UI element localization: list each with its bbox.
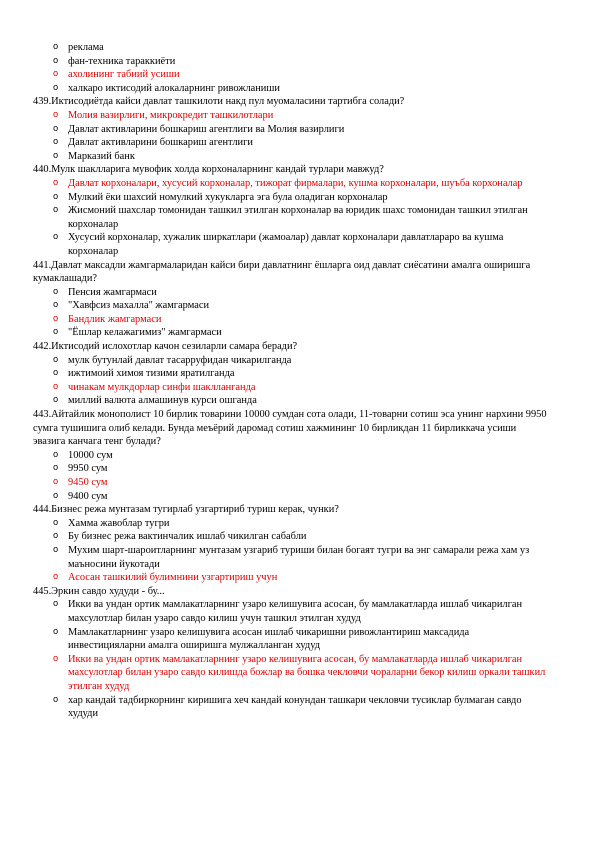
question-text: 441.Давлат максадли жамгармаларидан кайси бири давлатнинг ёшларга оид давлат сиёсатини амалга оширишга кумаклашади? <box>33 259 531 285</box>
answer-option-text: хар кандай тадбиркорнинг киришига хеч кандай конундан ташкари чекловчи тусиклар булмаган савдо худуди <box>68 694 522 720</box>
answer-option <box>33 490 547 504</box>
answer-option-correct <box>33 109 547 123</box>
answer-option-text: Асосан ташкилий булимнини узгартириш учун <box>68 572 278 584</box>
answer-option <box>33 394 547 408</box>
answer-option-text: Мухим шарт-шароитларнинг мунтазам узгариб туриши билан богаят тугри ва энг самарали режа хам уз маъносини йукотади <box>68 544 530 570</box>
bullet-icon: o <box>53 137 59 148</box>
answer-option-text: реклама <box>68 42 104 53</box>
answer-option-text: Бу бизнес режа вактинчалик ишлаб чикилган сабабли <box>68 531 307 543</box>
bullet-icon: o <box>53 477 59 487</box>
answer-option <box>33 367 547 381</box>
answer-option <box>33 598 547 625</box>
answer-option-text: миллий валюта алмашинув курси ошганда <box>68 395 257 407</box>
answer-option <box>33 517 547 531</box>
bullet-icon: o <box>53 368 59 379</box>
answer-option <box>33 123 547 137</box>
answer-option <box>33 82 547 96</box>
question-text: 445.Эркин савдо худуди - бу... <box>33 585 165 597</box>
bullet-icon: o <box>53 232 59 243</box>
answer-option-text: "Ёшлар келажагимиз" жамгармаси <box>68 327 222 339</box>
answer-option-text: 9450 сум <box>68 477 108 488</box>
answer-option-text: халкаро иктисодий алокаларнинг ривожланиши <box>68 82 280 94</box>
bullet-icon: o <box>53 205 59 216</box>
answer-option-text: Мулкий ёки шахсий номулкий хукукларга эга була оладиган корхоналар <box>68 191 388 203</box>
bullet-icon: o <box>53 463 59 474</box>
answer-option <box>33 449 547 463</box>
answer-option <box>33 286 547 300</box>
bullet-icon: o <box>53 327 59 338</box>
bullet-icon: o <box>53 123 59 134</box>
bullet-icon: o <box>53 191 59 202</box>
answer-option-text: ахолининг табиий усиши <box>68 69 180 81</box>
answer-option-text: чинакам мулкдорлар синфи шаклланганда <box>68 381 256 393</box>
question-text: 440.Мулк шаклларига мувофик холда корхоналарнинг кандай турлари мавжуд? <box>33 164 384 176</box>
answer-option-correct <box>33 68 547 82</box>
answer-option-text: Давлат активларини бошкариш агентлиги <box>68 137 253 149</box>
bullet-icon: o <box>53 109 59 120</box>
answer-option-text: Жисмоний шахслар томонидан ташкил этилган корхоналар ва юридик шахс томонидан ташкил этилган корхоналар <box>68 205 528 230</box>
answer-option-correct <box>33 653 547 694</box>
answer-option-text: Давлат корхоналари, хусусий корхоналар, тижорат фирмалари, кушма корхоналари, шуъба корхоналар <box>68 177 523 189</box>
answer-option-text: 10000 сум <box>68 449 113 461</box>
answer-option-text: Бандлик жамгармаси <box>68 313 162 325</box>
answer-option-text: Икки ва ундан ортик мамлакатларнинг узаро келишувига асосан, бу мамлакатларда ишлаб чикарилган махсулотлар билан узаро савдо килиш учун ташкил этилган худуд <box>68 599 522 624</box>
bullet-icon: o <box>53 82 59 93</box>
bullet-icon: o <box>53 55 59 66</box>
bullet-icon: o <box>53 517 59 528</box>
bullet-icon: o <box>53 381 59 392</box>
answer-option-text: Икки ва ундан ортик мамлакатларнинг узаро келишувига асосан, бу мамлакатларда ишлаб чикарилган махсулотлар билан узаро савдо килишда божлар ва бошка чекловчи чораларни бекор килиш оркали ташкил этилган худуд <box>68 653 546 692</box>
bullet-icon: o <box>53 354 59 365</box>
answer-option <box>33 626 547 653</box>
answer-option-text: "Хавфсиз махалла" жамгармаси <box>68 300 209 312</box>
answer-option-text: Марказий банк <box>68 150 135 162</box>
answer-option-text: Молия вазирлиги, микрокредит ташкилотлари <box>68 109 274 121</box>
answer-option <box>33 530 547 544</box>
bullet-icon: o <box>53 300 59 311</box>
answer-option-text: 9950 сум <box>68 463 108 475</box>
bullet-icon: o <box>53 572 59 583</box>
bullet-icon: o <box>53 69 59 80</box>
bullet-icon: o <box>53 449 59 460</box>
bullet-icon: o <box>53 653 59 664</box>
bullet-icon: o <box>53 490 59 501</box>
bullet-icon: o <box>53 177 59 188</box>
answer-option-correct <box>33 313 547 327</box>
answer-option <box>33 354 547 368</box>
answer-option <box>33 136 547 150</box>
answer-option-correct <box>33 476 547 490</box>
question-text: 439.Иктисодиётда кайси давлат ташкилоти накд пул муомаласини тартибга солади? <box>33 96 405 108</box>
question-text: 442.Иктисодий ислохотлар качон сезиларли самара беради? <box>33 341 298 353</box>
bullet-icon: o <box>53 395 59 406</box>
answer-option <box>33 326 547 340</box>
answer-option-text: ижтимоий химоя тизими яратилганда <box>68 368 235 380</box>
bullet-icon: o <box>53 286 59 297</box>
bullet-icon: o <box>53 313 59 324</box>
answer-option-text: Хамма жавоблар тугри <box>68 517 170 529</box>
answer-option-text: Хусусий корхоналар, хужалик ширкатлари (жамоалар) давлат корхоналари давлатлараро ва кушма корхоналар <box>68 232 504 257</box>
bullet-icon: o <box>53 150 59 161</box>
bullet-icon: o <box>53 694 59 705</box>
answer-option-text: фан-техника тараккиёти <box>68 55 176 67</box>
question-text: 443.Айтайлик монополист 10 бирлик товарини 10000 сумдан сота олади, 11-товарни сотиш эса унинг нархини 9950 сумга тушишига олиб келади. Бунда меъёрий даромад сотиш хажмининг 10 бирликдан 11 бирликкача усиши эвазига канчага тенг булади? <box>33 409 547 448</box>
answer-option <box>33 231 547 258</box>
answer-option-correct <box>33 571 547 585</box>
answer-option <box>33 191 547 205</box>
answer-option <box>33 462 547 476</box>
answer-option-correct <box>33 381 547 395</box>
answer-option-text: мулк бутунлай давлат тасарруфидан чикарилганда <box>68 354 292 366</box>
bullet-icon: o <box>53 531 59 542</box>
answer-option <box>33 544 547 571</box>
bullet-icon: o <box>53 544 59 555</box>
question-text: 444.Бизнес режа мунтазам тугирлаб узгартириб туриш керак, чунки? <box>33 504 339 516</box>
answer-option <box>33 694 547 721</box>
answer-option-text: 9400 сум <box>68 490 108 502</box>
answer-option-text: Давлат активларини бошкариш агентлиги ва Молия вазирлиги <box>68 123 345 135</box>
bullet-icon: o <box>53 626 59 637</box>
bullet-icon: o <box>53 599 59 610</box>
answer-option-text: Мамлакатларнинг узаро келишувига асосан ишлаб чикаришни ривожлантириш максадида инвестицияларни амалга оширишга мулжалланган худуд <box>68 626 470 652</box>
answer-option <box>33 150 547 164</box>
answer-option <box>33 41 547 55</box>
bullet-icon: o <box>53 42 59 52</box>
answer-option <box>33 299 547 313</box>
answer-option-text: Пенсия жамгармаси <box>68 286 157 298</box>
answer-option <box>33 204 547 231</box>
answer-option-correct <box>33 177 547 191</box>
answer-option <box>33 55 547 69</box>
